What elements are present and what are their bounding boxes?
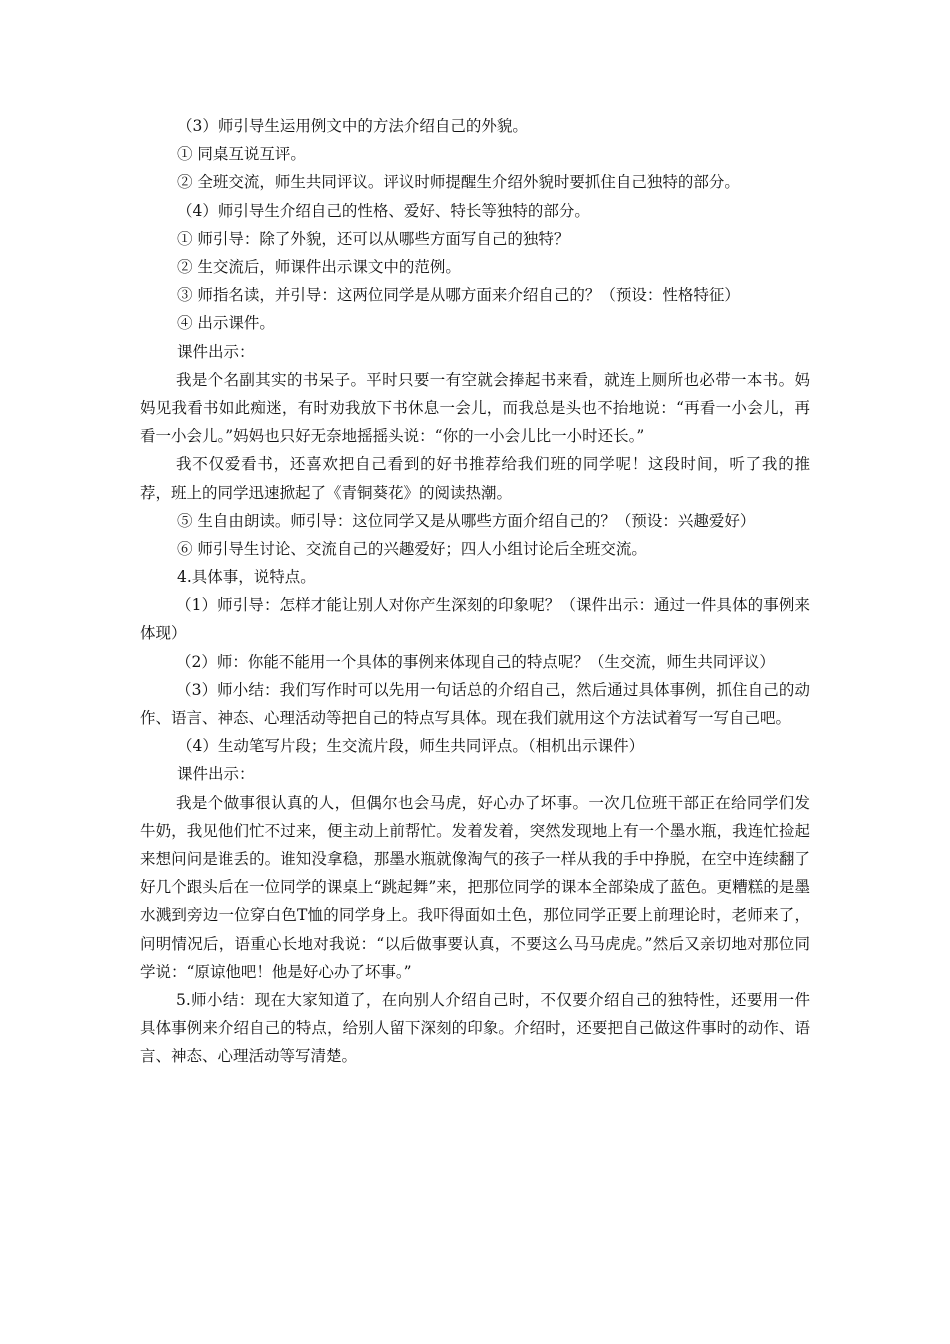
text-line: （3）师引导生运用例文中的方法介绍自己的外貌。	[177, 117, 528, 135]
text-line: ⑥ 师引导生讨论、交流自己的兴趣爱好；四人小组讨论后全班交流。	[177, 539, 647, 558]
text-line: ② 全班交流，师生共同评议。评议时师提醒生介绍外貌时要抓住自己独特的部分。	[177, 173, 740, 192]
text-line: ③ 师指名读，并引导：这两位同学是从哪方面来介绍自己的？（预设：性格特征）	[177, 286, 740, 305]
example-paragraph: 我是个名副其实的书呆子。平时只要一有空就会捧起书来看，就连上厕所也必带一本书。妈妈见我看书如此痴迷，有时劝我放下书休息一会儿，而我总是头也不抬地说：“再看一小会儿，再看一小会儿。”妈妈也只好无奈地摇摇头说：“你的一小会儿比一小时还长。”	[140, 370, 810, 446]
text-line: ⑤ 生自由朗读。师引导：这位同学又是从哪些方面介绍自己的？（预设：兴趣爱好）	[177, 511, 756, 530]
step-paragraph: （1）师引导：怎样才能让别人对你产生深刻的印象呢？（课件出示：通过一件具体的事例来体现）	[140, 596, 810, 643]
text-line: 课件出示：	[177, 765, 255, 784]
step-paragraph: （2）师：你能不能用一个具体的事例来体现自己的特点呢？（生交流，师生共同评议）	[176, 652, 775, 671]
summary-paragraph: 5.师小结：现在大家知道了，在向别人介绍自己时，不仅要介绍自己的独特性，还要用一件具体事例来介绍自己的特点，给别人留下深刻的印象。介绍时，还要把自己做这件事时的动作、语言、神态、心理活动等写清楚。	[140, 991, 810, 1066]
document-body	[140, 112, 810, 1071]
text-line: ① 同桌互说互评。	[177, 145, 306, 164]
step-paragraph: （3）师小结：我们写作时可以先用一句话总的介绍自己，然后通过具体事例，抓住自己的动作、语言、神态、心理活动等把自己的特点写具体。现在我们就用这个方法试着写一写自己吧。	[140, 680, 810, 728]
text-line: （4）师引导生介绍自己的性格、爱好、特长等独特的部分。	[177, 201, 590, 220]
example-paragraph: 我是个做事很认真的人，但偶尔也会马虎，好心办了坏事。一次几位班干部正在给同学们发牛奶，我见他们忙不过来，便主动上前帮忙。发着发着，突然发现地上有一个墨水瓶，我连忙捡起来想问问是谁丢的。谁知没拿稳，那墨水瓶就像淘气的孩子一样从我的手中挣脱，在空中连续翻了好几个跟头后在一位同学的课桌上“跳起舞”来，把那位同学的课本全部染成了蓝色。更糟糕的是墨水溅到旁边一位穿白色T恤的同学身上。我吓得面如土色，那位同学正要上前理论时，老师来了，问明情况后，语重心长地对我说：“以后做事要认真，不要这么马马虎虎。”然后又亲切地对那位同学说：“原谅他吧！他是好心办了坏事。”	[140, 793, 810, 981]
example-paragraph: 我不仅爱看书，还喜欢把自己看到的好书推荐给我们班的同学呢！这段时间，听了我的推荐，班上的同学迅速掀起了《青铜葵花》的阅读热潮。	[140, 455, 810, 502]
text-line: 4.具体事，说特点。	[177, 568, 316, 587]
text-line: ① 师引导：除了外貌，还可以从哪些方面写自己的独特？	[177, 229, 570, 248]
text-line: 课件出示：	[177, 342, 255, 361]
text-line: ② 生交流后，师课件出示课文中的范例。	[177, 257, 461, 276]
text-line: （4）生动笔写片段；生交流片段，师生共同评点。（相机出示课件）	[177, 737, 645, 756]
text-line: ④ 出示课件。	[177, 314, 275, 333]
